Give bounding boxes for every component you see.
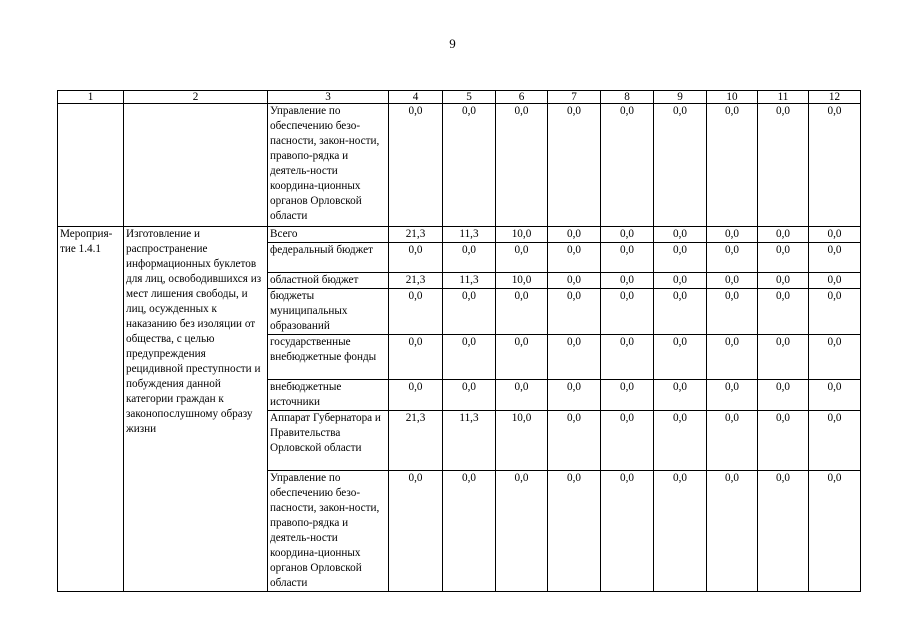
value-cell: 0,0 — [707, 335, 758, 380]
value-cell: 0,0 — [496, 471, 548, 592]
value-cell: 0,0 — [496, 104, 548, 227]
empty-cell — [124, 104, 268, 227]
value-cell: 0,0 — [758, 227, 809, 243]
value-cell: 0,0 — [809, 471, 861, 592]
value-cell: 0,0 — [443, 471, 496, 592]
value-cell: 0,0 — [443, 243, 496, 273]
value-cell: 0,0 — [809, 380, 861, 411]
funding-source: федеральный бюджет — [268, 243, 389, 273]
value-cell: 0,0 — [548, 243, 601, 273]
value-cell: 0,0 — [654, 289, 707, 335]
empty-cell — [58, 104, 124, 227]
value-cell: 0,0 — [809, 411, 861, 471]
funding-source: внебюджетные источники — [268, 380, 389, 411]
value-cell: 0,0 — [389, 104, 443, 227]
value-cell: 0,0 — [443, 104, 496, 227]
col-header: 12 — [809, 91, 861, 104]
value-cell: 0,0 — [758, 335, 809, 380]
value-cell: 10,0 — [496, 411, 548, 471]
value-cell: 0,0 — [443, 335, 496, 380]
value-cell: 0,0 — [707, 380, 758, 411]
funding-source: областной бюджет — [268, 273, 389, 289]
value-cell: 0,0 — [548, 335, 601, 380]
value-cell: 0,0 — [707, 104, 758, 227]
value-cell: 0,0 — [809, 289, 861, 335]
event-id: Мероприя-тие 1.4.1 — [58, 227, 124, 592]
value-cell: 0,0 — [654, 227, 707, 243]
value-cell: 0,0 — [548, 471, 601, 592]
value-cell: 0,0 — [758, 411, 809, 471]
value-cell: 0,0 — [654, 104, 707, 227]
value-cell: 0,0 — [707, 411, 758, 471]
header-row — [58, 91, 861, 104]
value-cell: 11,3 — [443, 273, 496, 289]
value-cell: 0,0 — [809, 243, 861, 273]
value-cell: 0,0 — [601, 243, 654, 273]
funding-source: Всего — [268, 227, 389, 243]
value-cell: 0,0 — [389, 335, 443, 380]
value-cell: 0,0 — [601, 273, 654, 289]
value-cell: 0,0 — [707, 273, 758, 289]
value-cell: 0,0 — [548, 289, 601, 335]
value-cell: 0,0 — [389, 243, 443, 273]
value-cell: 0,0 — [654, 380, 707, 411]
value-cell: 0,0 — [548, 104, 601, 227]
value-cell: 0,0 — [758, 273, 809, 289]
value-cell: 0,0 — [654, 335, 707, 380]
value-cell: 21,3 — [389, 227, 443, 243]
value-cell: 0,0 — [601, 380, 654, 411]
funding-source: государственные внебюджетные фонды — [268, 335, 389, 380]
col-header: 5 — [443, 91, 496, 104]
value-cell: 0,0 — [548, 411, 601, 471]
col-header: 1 — [58, 91, 124, 104]
value-cell: 0,0 — [601, 335, 654, 380]
value-cell: 21,3 — [389, 273, 443, 289]
col-header: 7 — [548, 91, 601, 104]
value-cell: 0,0 — [758, 243, 809, 273]
value-cell: 0,0 — [601, 227, 654, 243]
value-cell: 21,3 — [389, 411, 443, 471]
page-number: 9 — [449, 36, 456, 51]
table-row — [58, 227, 861, 243]
col-header: 3 — [268, 91, 389, 104]
value-cell: 0,0 — [707, 227, 758, 243]
value-cell: 0,0 — [809, 104, 861, 227]
value-cell: 0,0 — [601, 411, 654, 471]
value-cell: 0,0 — [809, 335, 861, 380]
value-cell: 0,0 — [654, 243, 707, 273]
value-cell: 0,0 — [707, 471, 758, 592]
funding-source: Аппарат Губернатора и Правительства Орловской области — [268, 411, 389, 471]
value-cell: 0,0 — [654, 273, 707, 289]
value-cell: 11,3 — [443, 227, 496, 243]
funding-source: Управление по обеспечению безо-пасности, закон-ности, правопо-рядка и деятель-ности координа-ционных органов Орловской области — [268, 104, 389, 227]
value-cell: 0,0 — [496, 335, 548, 380]
value-cell: 11,3 — [443, 411, 496, 471]
value-cell: 0,0 — [601, 471, 654, 592]
value-cell: 0,0 — [443, 380, 496, 411]
value-cell: 0,0 — [758, 380, 809, 411]
col-header: 6 — [496, 91, 548, 104]
value-cell: 0,0 — [758, 289, 809, 335]
value-cell: 0,0 — [496, 289, 548, 335]
value-cell: 0,0 — [496, 380, 548, 411]
value-cell: 0,0 — [758, 104, 809, 227]
col-header: 2 — [124, 91, 268, 104]
col-header: 4 — [389, 91, 443, 104]
value-cell: 0,0 — [601, 289, 654, 335]
funding-source: Управление по обеспечению безо-пасности, закон-ности, правопо-рядка и деятель-ности координа-ционных органов Орловской области — [268, 471, 389, 592]
value-cell: 10,0 — [496, 227, 548, 243]
value-cell: 0,0 — [809, 227, 861, 243]
budget-table — [57, 90, 861, 592]
value-cell: 10,0 — [496, 273, 548, 289]
value-cell: 0,0 — [389, 471, 443, 592]
value-cell: 0,0 — [548, 273, 601, 289]
col-header: 8 — [601, 91, 654, 104]
value-cell: 0,0 — [758, 471, 809, 592]
value-cell: 0,0 — [654, 471, 707, 592]
table-row — [58, 104, 861, 227]
value-cell: 0,0 — [707, 243, 758, 273]
value-cell: 0,0 — [654, 411, 707, 471]
col-header: 11 — [758, 91, 809, 104]
col-header: 10 — [707, 91, 758, 104]
value-cell: 0,0 — [707, 289, 758, 335]
event-description: Изготовление и распространение информационных буклетов для лиц, освободившихся из мест лишения свободы, и лиц, осужденных к наказанию без изоляции от общества, с целью предупреждения рецидивной преступности и побуждения данной категории граждан к законопослушному образу жизни — [124, 227, 268, 592]
value-cell: 0,0 — [389, 380, 443, 411]
value-cell: 0,0 — [389, 289, 443, 335]
value-cell: 0,0 — [443, 289, 496, 335]
value-cell: 0,0 — [809, 273, 861, 289]
funding-source: бюджеты муниципальных образований — [268, 289, 389, 335]
value-cell: 0,0 — [601, 104, 654, 227]
value-cell: 0,0 — [548, 380, 601, 411]
value-cell: 0,0 — [548, 227, 601, 243]
col-header: 9 — [654, 91, 707, 104]
value-cell: 0,0 — [496, 243, 548, 273]
